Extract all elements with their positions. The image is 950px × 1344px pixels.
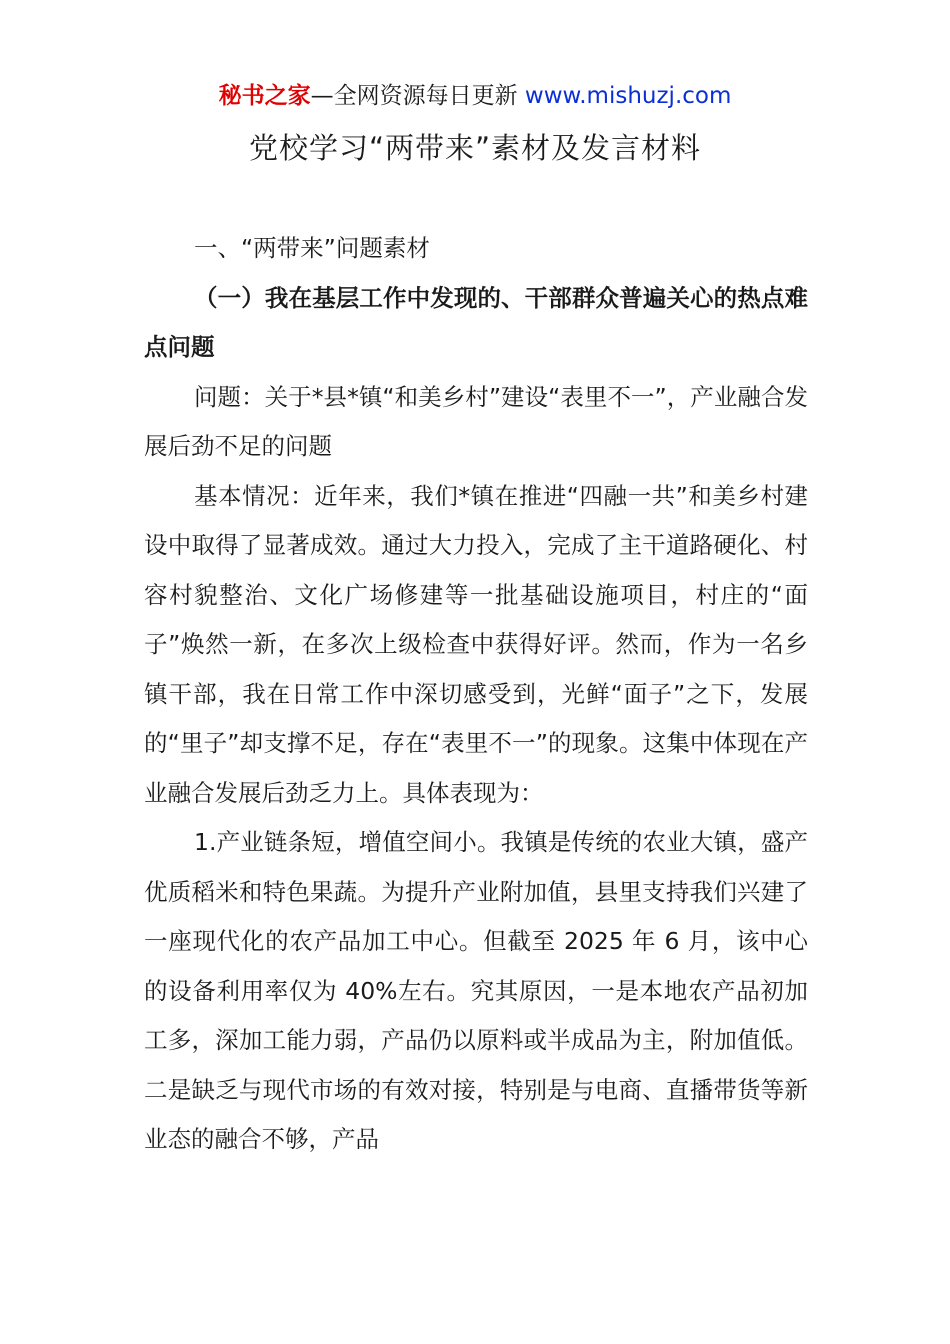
basic-situation-paragraph: 基本情况：近年来，我们*镇在推进“四融一共”和美乡村建设中取得了显著成效。通过大力投入，完成了主干道路硬化、村容村貌整治、文化广场修建等一批基础设施项目，村庄的“面子”焕然一新，在多次上级检查中获得好评。然而，作为一名乡镇干部，我在日常工作中深切感受到，光鲜“面子”之下，发展的“里子”却支撑不足，存在“表里不一”的现象。这集中体现在产业融合发展后劲乏力上。具体表现为： xyxy=(144,481,808,807)
section-heading: 一、“两带来”问题素材 xyxy=(194,234,430,262)
document-body xyxy=(144,224,808,1165)
header-tagline: —全网资源每日更新 xyxy=(310,83,525,109)
document-title: 党校学习“两带来”素材及发言材料 xyxy=(248,131,702,165)
problem-paragraph: 问题：关于*县*镇“和美乡村”建设“表里不一”，产业融合发展后劲不足的问题 xyxy=(144,382,808,460)
point-1-paragraph: 1.产业链条短，增值空间小。我镇是传统的农业大镇，盛产优质稻米和特色果蔬。为提升产业附加值，县里支持我们兴建了一座现代化的农产品加工中心。但截至 2025 年 6 月，该中心的设备利用率仅为 40%左右。究其原因，一是本地农产品初加工多，深加工能力弱，产品仍以原料或半成品为主，附加值低。二是缺乏与现代市场的有效对接，特别是与电商、直播带货等新业态的融合不够，产品 xyxy=(144,828,808,1153)
subsection-heading: （一）我在基层工作中发现的、干部群众普遍关心的热点难点问题 xyxy=(144,283,808,361)
brand-name: 秘书之家 xyxy=(218,83,311,109)
site-header xyxy=(0,80,950,112)
site-url-link[interactable]: www.mishuzj.com xyxy=(524,83,732,109)
